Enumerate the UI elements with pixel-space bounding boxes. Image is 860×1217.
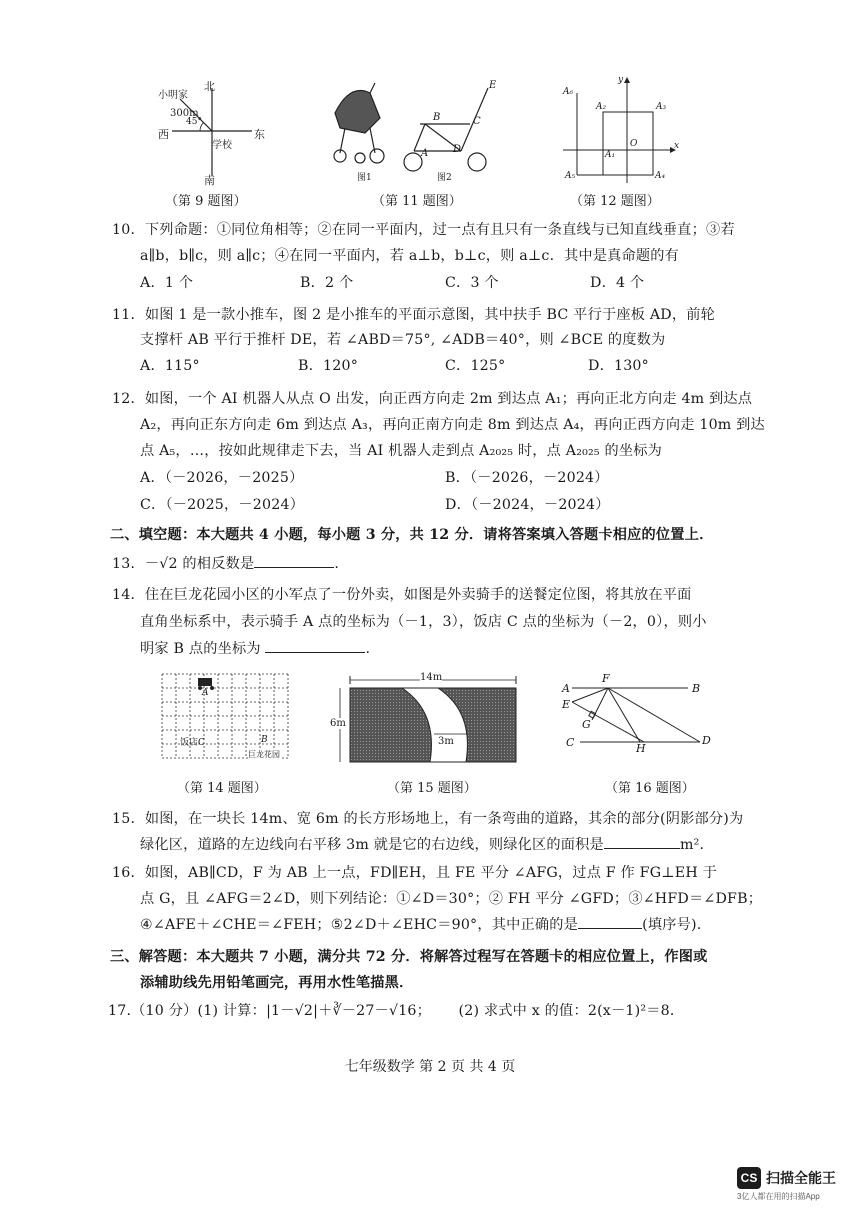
q16-line1: 16．如图，AB∥CD，F 为 AB 上一点，FD∥EH，且 FE 平分 ∠AFG，过点 F 作 FG⊥EH 于 [112, 865, 717, 881]
q13-expression: －√2 [144, 556, 178, 572]
page-footer: 七年级数学 第 2 页 共 4 页 [344, 1059, 516, 1075]
q15-unit: m². [679, 837, 705, 853]
q14-line1: 14．住在巨龙花园小区的小军点了一份外卖，如图是外卖骑手的送餐定位图，将其放在平面 [112, 587, 692, 603]
point-A4: A₄ [655, 171, 666, 181]
point-A3: A₃ [656, 102, 667, 112]
point-A1: A₁ [605, 150, 616, 160]
q12-option-d: D．（－2024，－2024） [445, 497, 610, 513]
x-axis-label: x [674, 141, 680, 151]
q11-option-b: B．120° [298, 358, 358, 374]
point-C: C [473, 116, 481, 127]
school-label: 学校 [212, 140, 232, 151]
point-B: B [261, 735, 268, 745]
fig14-caption: （第 14 题图） [177, 781, 267, 796]
point-B: B [692, 682, 701, 695]
brand-name: 扫描全能王 [766, 1170, 836, 1186]
q14-answer-blank[interactable] [265, 638, 365, 653]
figure-15 [330, 672, 520, 767]
q11-option-d: D．130° [588, 358, 649, 374]
q15-line2-wrap [140, 834, 704, 854]
point-A: A [202, 688, 209, 698]
fig15-caption: （第 15 题图） [387, 781, 477, 796]
figure-12 [555, 75, 685, 185]
q12-line1: 12．如图，一个 AI 机器人从点 O 出发，向正西方向走 2m 到达点 A₁；再向正北方向走 4m 到达点 [112, 391, 753, 407]
scanner-watermark [737, 1167, 836, 1202]
q14-line3: 明家 B 点的坐标为 [140, 641, 261, 657]
figure-9 [150, 76, 280, 186]
fig12-caption: （第 12 题图） [570, 194, 660, 209]
y-axis-label: y [618, 75, 624, 85]
q11-line2: 支撑杆 AB 平行于推杆 DE，若 ∠ABD＝75°, ∠ADB＝40°，则 ∠BCE 的度数为 [140, 332, 666, 348]
fig11-caption: （第 11 题图） [372, 194, 462, 209]
point-A5: A₅ [565, 171, 576, 181]
q13: 13．－√2 的相反数是 . [112, 553, 339, 573]
q10-option-c: C．3 个 [445, 275, 499, 291]
point-A6: A₆ [563, 87, 574, 97]
q10-line1: 10．下列命题：①同位角相等；②在同一平面内，过一点有且只有一条直线与已知直线垂直；③若 [112, 222, 735, 238]
point-A: A [562, 682, 570, 695]
point-F: F [602, 672, 610, 685]
q12-option-c: C．（－2025，－2024） [140, 497, 305, 513]
q14-line3-wrap: 明家 B 点的坐标为 . [140, 638, 370, 658]
q13-number: 13． [112, 556, 145, 572]
section-2-heading: 二、填空题：本大题共 4 小题，每小题 3 分，共 12 分．请将答案填入答题卡相应的位置上． [110, 527, 714, 543]
q17-part1-label: 17.（10 分）(1) 计算： [108, 1003, 267, 1019]
fig16-caption: （第 16 题图） [605, 781, 695, 796]
restaurant-C-label: 饭店C [180, 738, 205, 748]
section-3-heading-cont: 添辅助线先用铅笔画完，再用水性笔描黑． [140, 975, 414, 991]
stroller-photo-icon [334, 83, 384, 163]
img1-label: 图1 [357, 173, 372, 183]
q13-answer-blank[interactable] [254, 553, 334, 568]
q12-option-b: B．（－2026，－2024） [445, 470, 609, 486]
q16-hint: (填序号). [642, 917, 702, 933]
q17-expression1: |1－√2|＋∛－27－√16； [266, 1003, 432, 1019]
q10-option-b: B．2 个 [300, 275, 354, 291]
south-label: 南 [204, 174, 215, 187]
point-A2: A₂ [596, 102, 607, 112]
distance-label: 300m [170, 108, 199, 119]
q16-line2: 点 G，且 ∠AFG＝2∠D，则下列结论：①∠D＝30°；② FH 平分 ∠GFD；③∠HFD＝∠DFB； [140, 891, 763, 907]
q11-line1: 11．如图 1 是一款小推车，图 2 是小推车的平面示意图，其中扶手 BC 平行于座板 AD，前轮 [112, 307, 716, 323]
point-C: C [566, 736, 575, 749]
home-label: 小明家 [158, 90, 188, 101]
point-G: G [582, 718, 591, 731]
origin-O: O [630, 139, 638, 149]
q12-line3: 点 A₅，…，按如此规律走下去，当 AI 机器人走到点 A₂₀₂₅ 时，点 A₂₀₂₅ 的坐标为 [140, 443, 663, 459]
q15-line2: 绿化区，道路的左边线向右平移 3m 就是它的右边线，则绿化区的面积是 [140, 837, 604, 853]
q10-line2: a∥b，b∥c，则 a∥c；④在同一平面内，若 a⊥b，b⊥c，则 a⊥c．其中是真命题的有 [140, 248, 680, 264]
fig9-caption: （第 9 题图） [165, 194, 247, 209]
angle-label: 45° [186, 117, 202, 127]
q10-option-a: A．1 个 [140, 275, 194, 291]
garden-label: 巨龙花园 [248, 750, 280, 759]
q17-part2-label: (2) 求式中 x 的值： [458, 1003, 588, 1019]
road-width-label: 3m [438, 736, 454, 747]
length-label: 14m [420, 672, 443, 683]
q11-option-c: C．125° [445, 358, 506, 374]
img2-label: 图2 [437, 173, 452, 183]
q13-text: 的相反数是 [177, 556, 255, 572]
point-D: D [453, 144, 462, 155]
point-E: E [562, 698, 571, 711]
q10-option-d: D．4 个 [590, 275, 645, 291]
q15-answer-blank[interactable] [604, 834, 680, 849]
q16-line3-wrap [140, 914, 701, 934]
q17 [108, 1000, 684, 1020]
q12-line2: A₂，再向正东方向走 6m 到达点 A₃，再向正南方向走 8m 到达点 A₄，再向正西方向走 10m 到达 [140, 417, 765, 433]
point-H: H [636, 742, 646, 755]
point-E: E [489, 80, 497, 91]
section-3-heading: 三、解答题：本大题共 7 小题，满分共 72 分．将解答过程写在答题卡的相应位置上，作图或 [110, 949, 708, 965]
cs-logo-icon: CS [737, 1167, 761, 1189]
width-label: 6m [330, 718, 346, 729]
q17-expression2: 2(x－1)²＝8． [587, 1003, 685, 1019]
figure-16 [560, 672, 720, 758]
north-label: 北 [204, 80, 215, 93]
q11-option-a: A．115° [140, 358, 200, 374]
q15-line1: 15．如图，在一块长 14m、宽 6m 的长方形场地上，有一条弯曲的道路，其余的部分(阴影部分)为 [112, 811, 744, 827]
q12-option-a: A．（－2026，－2025） [140, 470, 304, 486]
q16-answer-blank[interactable] [578, 914, 642, 929]
figure-11 [325, 78, 505, 183]
point-D: D [702, 734, 711, 747]
point-A: A [421, 148, 429, 159]
q16-line3: ④∠AFE＋∠CHE＝∠FEH；⑤2∠D＋∠EHC＝90°，其中正确的是 [140, 917, 579, 933]
west-label: 西 [158, 128, 169, 141]
point-B: B [433, 112, 441, 123]
q14-line2: 直角坐标系中，表示骑手 A 点的坐标为（－1，3），饭店 C 点的坐标为（－2，0），则小 [140, 614, 707, 630]
brand-slogan: 3亿人都在用的扫描App [737, 1192, 820, 1201]
east-label: 东 [254, 128, 265, 141]
figure-14 [160, 672, 290, 762]
